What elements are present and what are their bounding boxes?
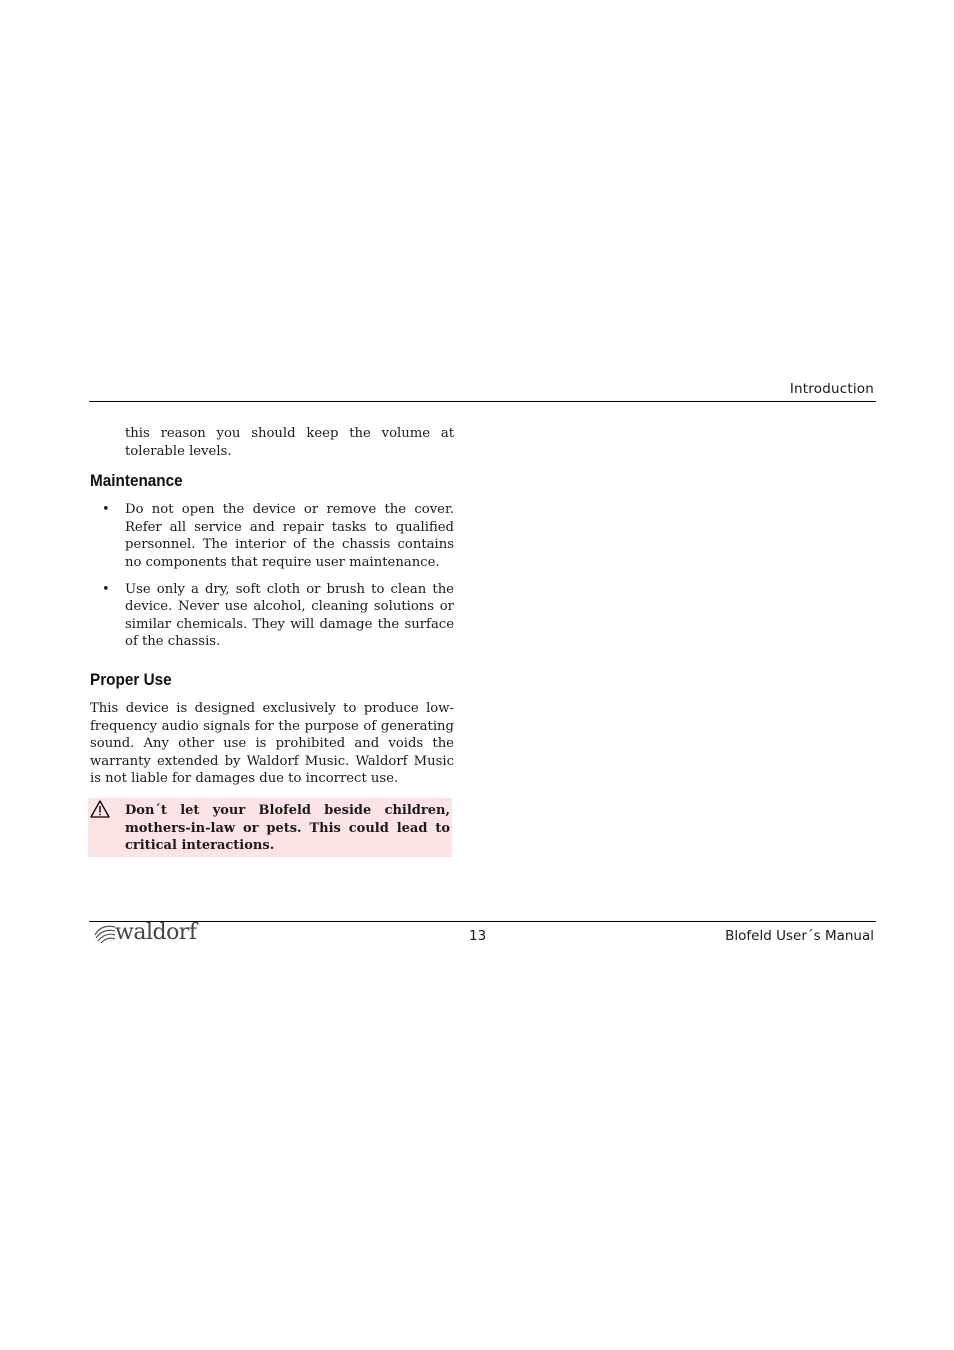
maintenance-heading: Maintenance [90, 471, 183, 491]
section-header-label: Introduction [789, 381, 874, 397]
list-item-text: Use only a dry, soft cloth or brush to clean the device. Never use alcohol, cleaning solutions or similar chemicals. They will damage the surface of the chassis. [125, 581, 454, 650]
bullet-icon: • [102, 502, 110, 518]
maintenance-list [90, 501, 454, 651]
list-item [90, 501, 454, 571]
warning-box [88, 798, 452, 857]
proper-use-heading: Proper Use [90, 669, 172, 689]
footer-rule [89, 921, 876, 922]
logo-wordmark: waldorf [115, 920, 197, 945]
proper-use-paragraph: This device is designed exclusively to produce low-frequency audio signals for the purpose of generating sound. Any other use is prohibited and voids the warranty extended by Waldorf Music. Waldorf Music is not liable for damages due to incorrect use. [90, 700, 454, 787]
manual-title: Blofeld User´s Manual [725, 928, 874, 944]
warning-text: Don´t let your Blofeld beside children, mothers-in-law or pets. This could lead to critical interactions. [125, 802, 450, 854]
waldorf-swirl-icon [93, 921, 117, 945]
text-column [90, 425, 454, 857]
page-number: 13 [469, 928, 487, 944]
warning-triangle-icon [90, 800, 110, 818]
list-item-text: Do not open the device or remove the cover. Refer all service and repair tasks to qualified personnel. The interior of the chassis contains no components that require user maintenance. [125, 502, 454, 570]
list-item [90, 581, 454, 651]
bullet-icon: • [102, 581, 110, 597]
waldorf-logo [93, 921, 203, 947]
header-rule [89, 401, 876, 402]
continued-paragraph: this reason you should keep the volume at tolerable levels. [125, 426, 454, 459]
